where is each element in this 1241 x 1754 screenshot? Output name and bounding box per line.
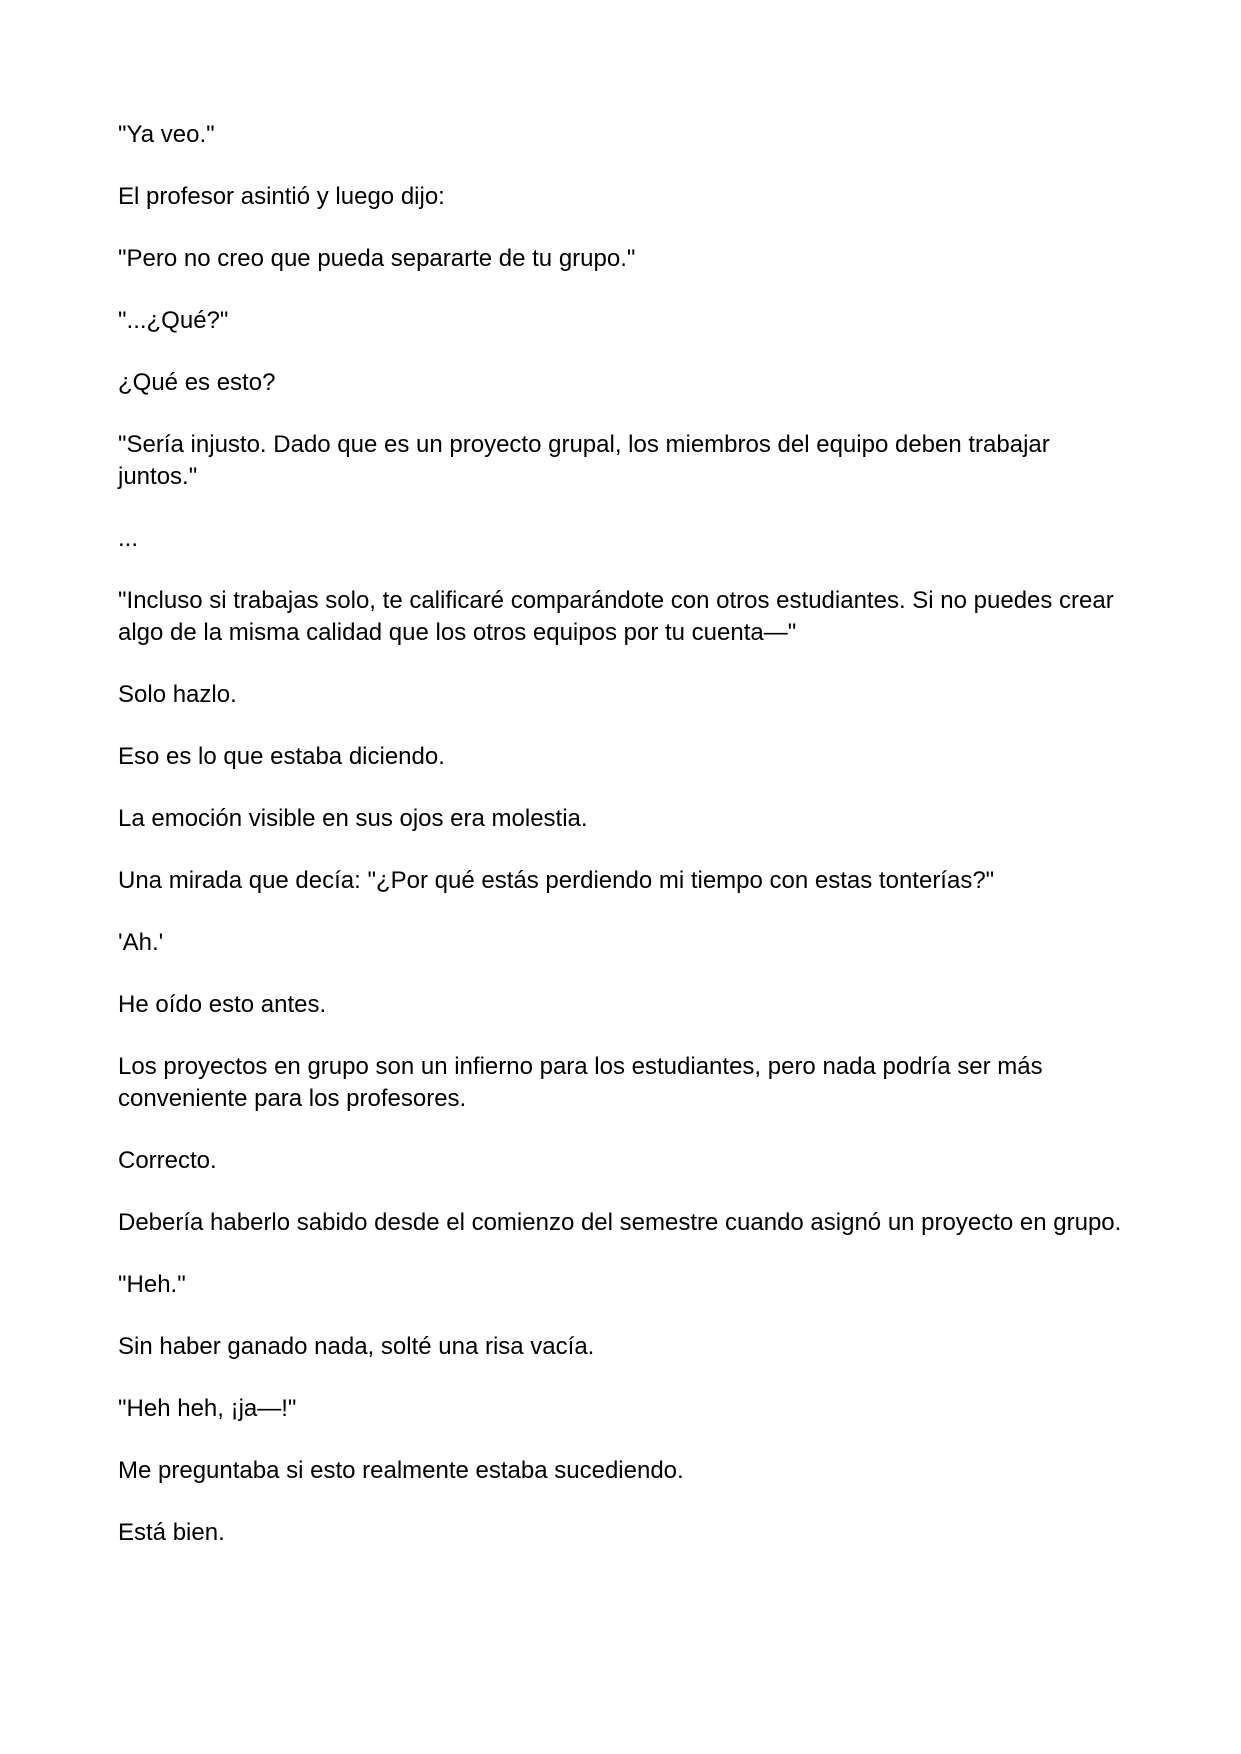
paragraph: "Incluso si trabajas solo, te calificaré comparándote con otros estudiantes. Si no puedes crear algo de la misma calidad que los otros equipos por tu cuenta—" <box>118 587 1114 646</box>
paragraph: Correcto. <box>118 1147 217 1174</box>
paragraph: "Heh." <box>118 1271 186 1298</box>
paragraph: Los proyectos en grupo son un infierno para los estudiantes, pero nada podría ser más conveniente para los profesores. <box>118 1053 1043 1112</box>
paragraph: "...¿Qué?" <box>118 307 229 334</box>
paragraph: 'Ah.' <box>118 929 164 956</box>
paragraph: ¿Qué es esto? <box>118 369 276 396</box>
paragraph: Me preguntaba si esto realmente estaba sucediendo. <box>118 1457 684 1484</box>
paragraph: Debería haberlo sabido desde el comienzo del semestre cuando asignó un proyecto en grupo. <box>118 1209 1122 1236</box>
paragraph: "Sería injusto. Dado que es un proyecto grupal, los miembros del equipo deben trabajar juntos." <box>118 431 1050 490</box>
paragraph: "Ya veo." <box>118 121 215 148</box>
paragraph: "Pero no creo que pueda separarte de tu grupo." <box>118 245 636 272</box>
paragraph: Solo hazlo. <box>118 681 237 708</box>
paragraph: He oído esto antes. <box>118 991 327 1018</box>
paragraph: "Heh heh, ¡ja—!" <box>118 1395 297 1422</box>
document-body <box>118 119 1128 1549</box>
paragraph: Una mirada que decía: "¿Por qué estás perdiendo mi tiempo con estas tonterías?" <box>118 867 995 894</box>
paragraph: ... <box>118 525 139 552</box>
paragraph: El profesor asintió y luego dijo: <box>118 183 445 210</box>
paragraph: La emoción visible en sus ojos era molestia. <box>118 805 588 832</box>
paragraph: Eso es lo que estaba diciendo. <box>118 743 445 770</box>
paragraph: Está bien. <box>118 1519 225 1546</box>
paragraph: Sin haber ganado nada, solté una risa vacía. <box>118 1333 595 1360</box>
